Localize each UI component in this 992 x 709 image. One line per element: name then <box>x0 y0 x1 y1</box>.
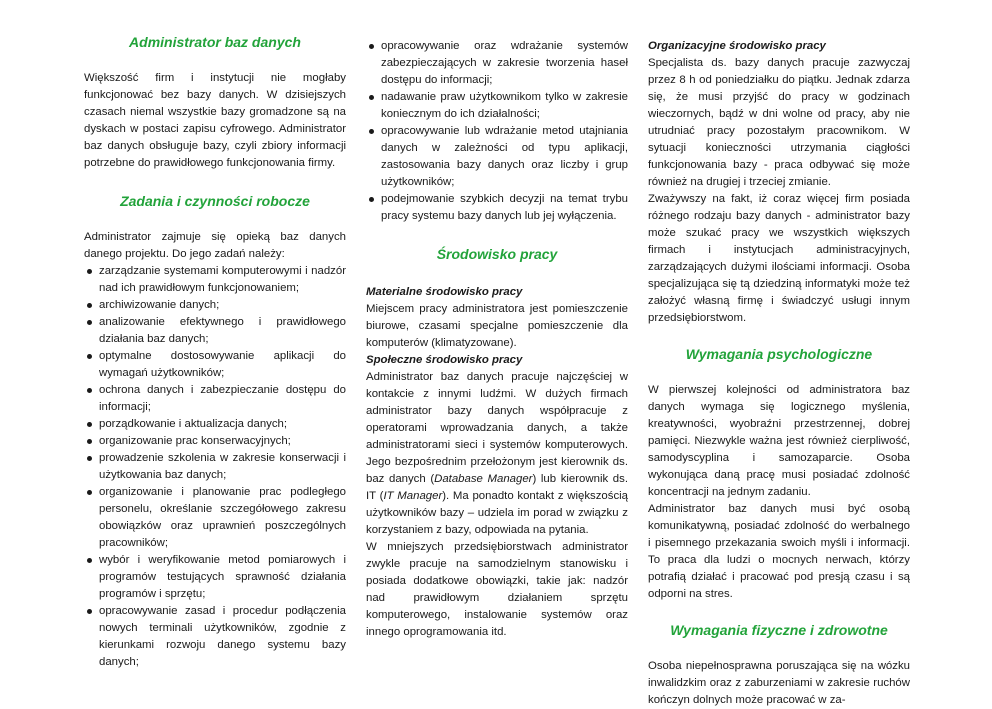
list-item: opracowywanie oraz wdrażanie systemów zabezpieczających w zakresie tworzenia haseł dostępu do informacji; <box>366 38 628 89</box>
social-text-part: Administrator baz danych pracuje najczęściej w kontakcie z innymi ludźmi. W dużych firmach administrator bazy danych współpracuje z operatorami wprowadzania danych, a także administratorami sieci i systemów komputerowych. Jego bezpośrednim przełożonym jest kierownik ds. baz danych ( <box>366 371 628 485</box>
list-item: analizowanie efektywnego i prawidłowego działania baz danych; <box>84 314 346 348</box>
list-item: prowadzenie szkolenia w zakresie konserwacji i użytkowania baz danych; <box>84 450 346 484</box>
column-1 <box>84 34 346 671</box>
list-item: organizowanie i planowanie prac podległego personelu, określanie szczegółowego zakresu obowiązków oraz uprawnień poszczególnych pracowników; <box>84 484 346 552</box>
paragraph-admin-intro: Większość firm i instytucji nie mogłaby funkcjonować bez bazy danych. W dzisiejszych czasach niemal wszystkie bazy gromadzone są na dyskach w postaci zapisu cyfrowego. Administrator baz danych obsługuje bazy, czyli zbiory informacji potrzebne do prawidłowego funkcjonowania firmy. <box>84 72 346 169</box>
heading-environment: Środowisko pracy <box>436 246 558 262</box>
tasks-list-continued <box>366 38 628 225</box>
list-item: archiwizowanie danych; <box>84 297 346 314</box>
heading-social-environment: Społeczne środowisko pracy <box>366 354 523 366</box>
paragraph-organizational: Specjalista ds. bazy danych pracuje zazwyczaj przez 8 h od poniedziałku do piątku. Jednak zdarza się, że musi przyjść do pracy w godzinach wieczornych, bądź w dni wolne od pracy, aby nie utrudniać pracy pozostałym pracownikom. W sytuacji konieczności utrzymania ciągłości funkcjonowania bazy - praca odbywać się może również na drugiej i trzeciej zmianie. <box>648 57 910 188</box>
paragraph-small-companies: W mniejszych przedsiębiorstwach administrator zwykle pracuje na samodzielnym stanowisku i posiada dodatkowe obowiązki, takie jak: nadzór nad prawidłowym działaniem sprzętu komputerowego, instalowanie systemów oraz innego oprogramowania itd. <box>366 541 628 638</box>
it-manager-term: IT Manager <box>383 490 443 502</box>
heading-admin: Administrator baz danych <box>129 34 301 50</box>
list-item: podejmowanie szybkich decyzji na temat trybu pracy systemu bazy danych lub jej wyłączenia. <box>366 191 628 225</box>
paragraph-social-environment <box>366 369 628 539</box>
list-item: optymalne dostosowywanie aplikacji do wymagań użytkowników; <box>84 348 346 382</box>
social-text-part: ). Ma ponadto kontakt z większością użytkowników bazy – udziela im porad w związku z korzystaniem z bazy, odpowiada na pytania. <box>366 490 629 536</box>
heading-organizational-environment: Organizacyjne środowisko pracy <box>648 40 826 52</box>
list-item: porządkowanie i aktualizacja danych; <box>84 416 346 433</box>
list-item: ochrona danych i zabezpieczanie dostępu do informacji; <box>84 382 346 416</box>
paragraph-career: Zważywszy na fakt, iż coraz więcej firm posiada różnego rodzaju bazy danych - administrator bazy może szukać pracy we wszystkich większych firmach i instytucjach administracyjnych, zarządzających dużymi ilościami informacji. Osoba specjalizująca się tą dziedziną informatyki może też założyć własną firmę i świadczyć usługi innym przedsiębiorstwom. <box>648 193 910 324</box>
heading-tasks: Zadania i czynności robocze <box>120 193 310 209</box>
heading-psychological: Wymagania psychologiczne <box>685 346 873 362</box>
list-item: nadawanie praw użytkownikom tylko w zakresie koniecznym do ich działalności; <box>366 89 628 123</box>
list-item: opracowywanie lub wdrażanie metod utajniania danych w zależności od typu aplikacji, zastosowania bazy danych oraz liczby i grup użytkowników; <box>366 123 628 191</box>
paragraph-psychological: W pierwszej kolejności od administratora baz danych wymaga się logicznego myślenia, kreatywności, wyobraźni przestrzennej, dobrej pamięci. Niezwykle ważna jest również cierpliwość, samodyscyplina i samozaparcie. Osoba wykonująca daną pracę musi posiadać zdolność koncentracji na jednym zadaniu. <box>648 384 910 498</box>
list-item: zarządzanie systemami komputerowymi i nadzór nad ich prawidłowym funkcjonowaniem; <box>84 263 346 297</box>
paragraph-material-environment: Miejscem pracy administratora jest pomieszczenie biurowe, czasami specjalne pomieszczenie dla komputerów (klimatyzowane). <box>366 303 628 349</box>
column-3 <box>648 38 910 709</box>
list-item: opracowywanie zasad i procedur podłączenia nowych terminali użytkowników, zgodnie z kierunkami rozwoju danego systemu bazy danych; <box>84 603 346 671</box>
paragraph-communication: Administrator baz danych musi być osobą komunikatywną, posiadać zdolność do werbalnego i pisemnego przekazania swoich myśli i informacji. To praca dla ludzi o mocnych nerwach, którzy potrafią działać i pracować pod presją czasu i są odporni na stres. <box>648 503 910 600</box>
paragraph-physical: Osoba niepełnosprawna poruszająca się na wózku inwalidzkim oraz z zaburzeniami w zakresie ruchów kończyn dolnych może pracować w za- <box>648 660 910 706</box>
database-manager-term: Database Manager <box>434 473 533 485</box>
heading-material-environment: Materialne środowisko pracy <box>366 286 523 298</box>
social-text-part: ) lub kierownik ds. IT ( <box>366 473 628 502</box>
paragraph-tasks-intro: Administrator zajmuje się opieką baz danych danego projektu. Do jego zadań należy: <box>84 231 346 260</box>
list-item: organizowanie prac konserwacyjnych; <box>84 433 346 450</box>
heading-physical: Wymagania fizyczne i zdrowotne <box>670 622 888 638</box>
tasks-list <box>84 263 346 671</box>
list-item: wybór i weryfikowanie metod pomiarowych i programów testujących sprawność działania programów i sprzętu; <box>84 552 346 603</box>
column-2 <box>366 38 628 641</box>
